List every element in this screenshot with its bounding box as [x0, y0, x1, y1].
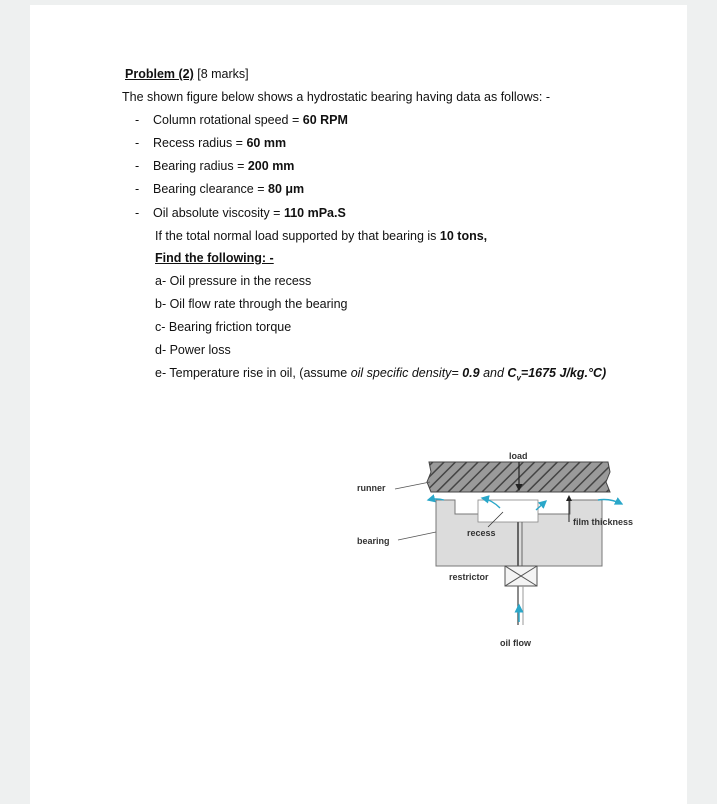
label-oil-flow: oil flow: [500, 638, 531, 648]
problem-marks: [8 marks]: [193, 67, 249, 81]
question-item: d- Power loss: [155, 343, 231, 357]
data-item: - Bearing clearance = 80 μm: [135, 182, 305, 196]
load-statement: If the total normal load supported by that bearing is 10 tons,: [155, 229, 488, 243]
bearing-leader: [398, 532, 436, 540]
label-bearing: bearing: [357, 536, 390, 546]
find-heading: Find the following: -: [155, 251, 274, 265]
runner-leader: [395, 482, 430, 489]
label-runner: runner: [357, 483, 386, 493]
label-restrictor: restrictor: [449, 572, 489, 582]
problem-heading: Problem (2): [125, 67, 194, 81]
label-load: load: [509, 451, 528, 461]
data-item: - Bearing radius = 200 mm: [135, 159, 295, 173]
recess-cavity: [478, 500, 538, 522]
data-item: - Column rotational speed = 60 RPM: [135, 113, 348, 127]
question-item-e: e- Temperature rise in oil, (assume oil specific density= 0.9 and $C_v=1675$ J/kg.°C): [155, 366, 607, 383]
label-film-thickness: film thickness: [573, 517, 634, 527]
problem-intro: The shown figure below shows a hydrostatic bearing having data as follows: -: [122, 90, 551, 104]
data-item: - Oil absolute viscosity = 110 mPa.S: [135, 206, 346, 220]
label-recess: recess: [467, 528, 496, 538]
question-item: b- Oil flow rate through the bearing: [155, 297, 348, 311]
question-item: a- Oil pressure in the recess: [155, 274, 312, 288]
data-item: - Recess radius = 60 mm: [135, 136, 287, 150]
question-item: c- Bearing friction torque: [155, 320, 292, 334]
